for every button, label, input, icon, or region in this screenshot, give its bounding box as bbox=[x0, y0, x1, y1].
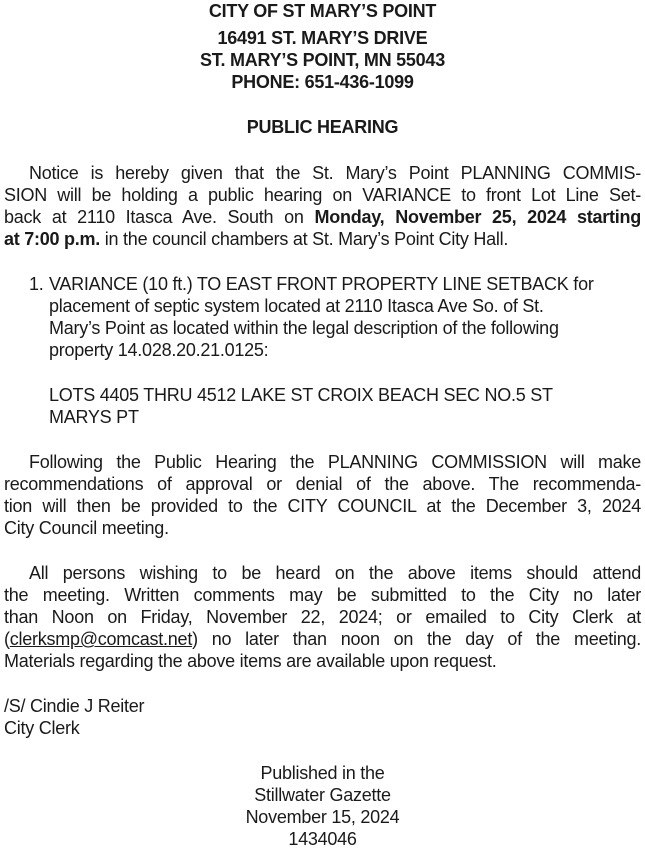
text-line: VARIANCE (10 ft.) TO EAST FRONT PROPERTY LINE SETBACK for bbox=[49, 274, 594, 294]
text-line: Materials regarding the above items are available upon request. bbox=[4, 651, 497, 671]
text-line: City Council meeting. bbox=[4, 518, 169, 538]
text: back at 2110 Itasca Ave. South on bbox=[4, 207, 315, 227]
address-line-2: ST. MARY’S POINT, MN 55043 bbox=[200, 50, 445, 70]
page-title: PUBLIC HEARING bbox=[246, 117, 399, 137]
text-line: All persons wishing to be heard on the above items should attend bbox=[29, 563, 641, 583]
text-line: Following the Public Hearing the PLANNING COMMISSION will make bbox=[29, 452, 641, 472]
signer-role: City Clerk bbox=[4, 718, 80, 738]
item-number: 1. bbox=[29, 274, 44, 294]
legal-description: LOTS 4405 THRU 4512 LAKE ST CROIX BEACH SEC NO.5 ST bbox=[49, 385, 553, 405]
email-link[interactable]: clerksmp@comcast.net bbox=[9, 629, 193, 649]
city-name: CITY OF ST MARY’S POINT bbox=[208, 1, 437, 21]
text-line: Published in the bbox=[260, 763, 385, 783]
hearing-date: Monday, November 25, 2024 starting bbox=[314, 207, 641, 227]
legal-description: MARYS PT bbox=[49, 407, 139, 427]
newspaper-name: Stillwater Gazette bbox=[254, 785, 391, 805]
publication-date: November 15, 2024 bbox=[245, 807, 400, 827]
address-line-1: 16491 ST. MARY’S DRIVE bbox=[217, 28, 428, 48]
text-line bbox=[4, 228, 641, 250]
ad-number: 1434046 bbox=[288, 829, 357, 849]
text-line: recommendations of approval or denial of the above. The recommenda- bbox=[4, 474, 641, 494]
hearing-time: at 7:00 p.m. bbox=[4, 229, 101, 249]
phone: PHONE: 651-436-1099 bbox=[231, 72, 414, 92]
text-line: Notice is hereby given that the St. Mary’s Point PLANNING COMMIS- bbox=[29, 163, 641, 183]
text-line: placement of septic system located at 2110 Itasca Ave So. of St. bbox=[49, 296, 544, 316]
text-line: than Noon on Friday, November 22, 2024; or emailed to City Clerk at bbox=[4, 607, 641, 627]
text: ) no later than noon on the day of the meeting. bbox=[192, 629, 641, 649]
text-line: SION will be holding a public hearing on VARIANCE to front Lot Line Set- bbox=[4, 185, 641, 205]
text-line bbox=[4, 628, 641, 650]
signer-name: /S/ Cindie J Reiter bbox=[4, 696, 145, 716]
text-line bbox=[4, 206, 641, 228]
text-line: tion will then be provided to the CITY COUNCIL at the December 3, 2024 bbox=[4, 496, 641, 516]
text: ( bbox=[4, 629, 10, 649]
text-line: property 14.028.20.21.0125: bbox=[49, 340, 269, 360]
text-line: Mary’s Point as located within the legal description of the following bbox=[49, 318, 559, 338]
text-line: the meeting. Written comments may be submitted to the City no later bbox=[4, 585, 641, 605]
text: in the council chambers at St. Mary’s Point City Hall. bbox=[100, 229, 509, 249]
